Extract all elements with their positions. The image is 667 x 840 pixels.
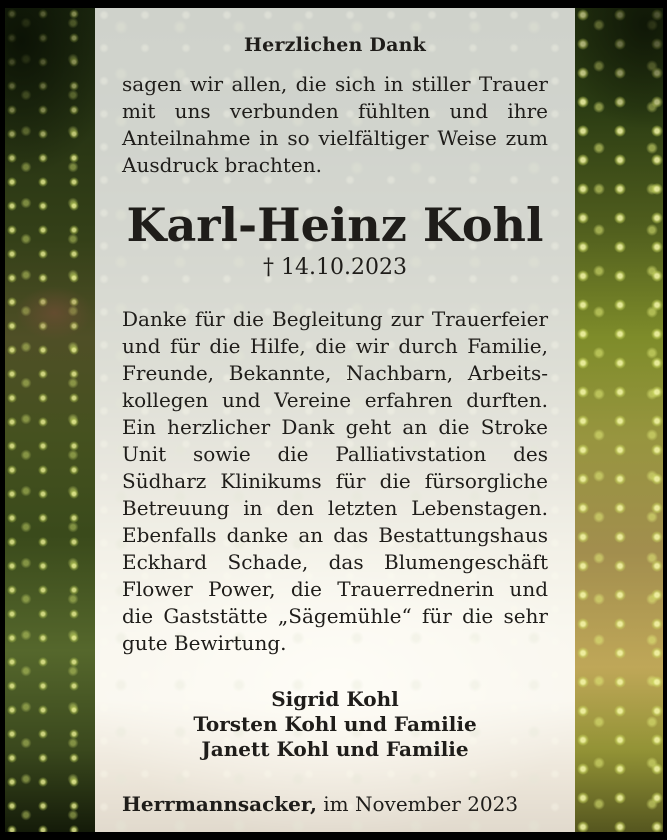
translucent-text-panel (95, 8, 575, 832)
deceased-name: Karl-Heinz Kohl (126, 198, 544, 252)
forest-photo-background (5, 8, 663, 832)
thanks-paragraph: Danke für die Begleitung zur Trauerfeier und für die Hilfe, die wir durch Familie, Freunde, Bekannte, Nachbarn, Arbeitskollegen und Vereine erfahren durften. Ein herzlicher Dank geht an die Stroke Unit sowie die Palliativstation des Südharz Klinikums für die fürsorgliche Betreuung in den letzten Lebenstagen. Ebenfalls danke an das Bestattungshaus Eckhard Schade, das Blumengeschäft Flower Power, die Trauerrednerin und die Gaststätte „Sägemühle“ für die sehr gute Bewirtung. (122, 307, 548, 656)
mourner-name: Sigrid Kohl (271, 687, 399, 712)
notice-title: Herzlichen Dank (244, 34, 426, 56)
mourners-list (122, 687, 548, 762)
forest-trees-left (5, 8, 95, 832)
forest-foliage-right (575, 8, 663, 832)
month-year: im November 2023 (323, 792, 519, 817)
death-date: † 14.10.2023 (263, 255, 407, 281)
notice-content (95, 8, 575, 832)
intro-paragraph: sagen wir allen, die sich in stiller Trauer mit uns verbunden fühlten und ihre Anteilnahme in so vielfältiger Weise zum Ausdruck brachten. (122, 72, 548, 177)
mourner-name: Janett Kohl und Familie (201, 737, 469, 762)
place-name: Herrmannsacker, (122, 792, 317, 817)
mourner-name: Torsten Kohl und Familie (193, 712, 477, 737)
place-date-line (122, 792, 548, 816)
